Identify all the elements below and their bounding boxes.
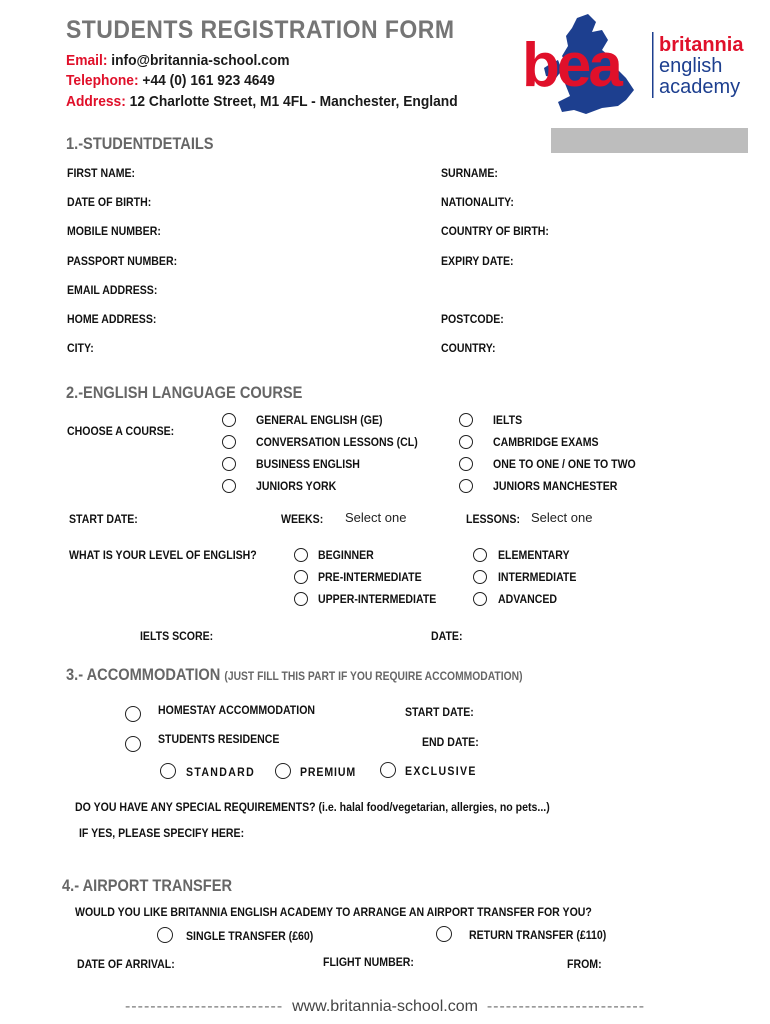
flight-number-field[interactable]: FLIGHT NUMBER: [323,955,414,969]
passport-field[interactable]: PASSPORT NUMBER: [67,254,178,268]
return-transfer-radio[interactable] [436,926,452,942]
residence-radio[interactable] [125,736,141,752]
residence-label: STUDENTS RESIDENCE [158,732,280,746]
level-radio-elementary[interactable] [473,548,487,562]
level-question-label: WHAT IS YOUR LEVEL OF ENGLISH? [69,548,257,562]
email-label: Email: [66,52,108,69]
office-use-box [551,128,748,153]
first-name-field[interactable]: FIRST NAME: [67,166,136,180]
exclusive-radio[interactable] [380,762,396,778]
transfer-question: WOULD YOU LIKE BRITANNIA ENGLISH ACADEMY TO ARRANGE AN AIRPORT TRANSFER FOR YOU? [75,905,592,919]
exclusive-label: EXCLUSIVE [405,764,477,778]
course-option-general-english: GENERAL ENGLISH (GE) [256,413,383,427]
logo-line2: english [659,55,723,77]
course-option-one-to-one: ONE TO ONE / ONE TO TWO [493,457,636,471]
contact-email [66,52,290,69]
course-option-juniors-york: JUNIORS YORK [256,479,337,493]
homestay-radio[interactable] [125,706,141,722]
from-field[interactable]: FROM: [567,957,602,971]
ielts-date-field[interactable]: DATE: [431,629,463,643]
expiry-date-field[interactable]: EXPIRY DATE: [441,254,514,268]
level-option-beginner: BEGINNER [318,548,374,562]
nationality-field[interactable]: NATIONALITY: [441,195,514,209]
course-radio-juniors-york[interactable] [222,479,236,493]
arrival-date-field[interactable]: DATE OF ARRIVAL: [77,957,175,971]
level-option-elementary: ELEMENTARY [498,548,570,562]
mobile-field[interactable]: MOBILE NUMBER: [67,224,161,238]
logo-line1: britannia [659,34,744,56]
level-radio-advanced[interactable] [473,592,487,606]
level-option-advanced: ADVANCED [498,592,558,606]
section-course-heading: 2.-ENGLISH LANGUAGE COURSE [66,383,303,402]
address-value: 12 Charlotte Street, M1 4FL - Manchester, England [129,93,458,110]
level-radio-pre-intermediate[interactable] [294,570,308,584]
single-transfer-label: SINGLE TRANSFER (£60) [186,929,314,943]
level-radio-upper-intermediate[interactable] [294,592,308,606]
special-requirements-field[interactable]: IF YES, PLEASE SPECIFY HERE: [79,826,245,840]
course-radio-juniors-manchester[interactable] [459,479,473,493]
course-radio-conversation[interactable] [222,435,236,449]
contact-address [66,93,458,110]
course-option-cambridge: CAMBRIDGE EXAMS [493,435,599,449]
logo-divider [652,32,654,98]
level-radio-beginner[interactable] [294,548,308,562]
single-transfer-radio[interactable] [157,927,173,943]
lessons-label: LESSONS: [466,512,520,526]
special-requirements-question: DO YOU HAVE ANY SPECIAL REQUIREMENTS? (i.e. halal food/vegetarian, allergies, no pets...) [75,800,550,814]
premium-radio[interactable] [275,763,291,779]
footer-dashes-left: ------------------------- [124,998,284,1015]
course-radio-ielts[interactable] [459,413,473,427]
course-radio-cambridge[interactable] [459,435,473,449]
weeks-select[interactable]: Select one [345,510,407,525]
premium-label: PREMIUM [300,765,357,779]
britannia-logo [522,14,762,116]
choose-course-label: CHOOSE A COURSE: [67,424,175,438]
course-radio-business-english[interactable] [222,457,236,471]
level-radio-intermediate[interactable] [473,570,487,584]
lessons-select[interactable]: Select one [531,510,593,525]
course-start-date-field[interactable]: START DATE: [69,512,138,526]
course-radio-general-english[interactable] [222,413,236,427]
homestay-label: HOMESTAY ACCOMMODATION [158,703,316,717]
ielts-score-field[interactable]: IELTS SCORE: [140,629,214,643]
postcode-field[interactable]: POSTCODE: [441,312,504,326]
city-field[interactable]: CITY: [67,341,94,355]
surname-field[interactable]: SURNAME: [441,166,498,180]
standard-label: STANDARD [186,765,256,779]
level-option-upper-intermediate: UPPER-INTERMEDIATE [318,592,437,606]
phone-label: Telephone: [66,72,139,89]
home-address-field[interactable]: HOME ADDRESS: [67,312,157,326]
level-option-intermediate: INTERMEDIATE [498,570,577,584]
country-of-birth-field[interactable]: COUNTRY OF BIRTH: [441,224,549,238]
level-option-pre-intermediate: PRE-INTERMEDIATE [318,570,422,584]
accommodation-start-date-field[interactable]: START DATE: [405,705,474,719]
section-student-heading: 1.-STUDENTDETAILS [66,134,214,153]
course-option-business-english: BUSINESS ENGLISH [256,457,360,471]
section-transfer-heading: 4.- AIRPORT TRANSFER [62,876,233,895]
return-transfer-label: RETURN TRANSFER (£110) [469,928,607,942]
accommodation-heading-text: 3.- ACCOMMODATION [66,665,221,684]
course-option-conversation: CONVERSATION LESSONS (CL) [256,435,418,449]
course-option-juniors-manchester: JUNIORS MANCHESTER [493,479,618,493]
course-radio-one-to-one[interactable] [459,457,473,471]
standard-radio[interactable] [160,763,176,779]
email-address-field[interactable]: EMAIL ADDRESS: [67,283,158,297]
footer-dashes-right: ------------------------- [486,998,646,1015]
dob-field[interactable]: DATE OF BIRTH: [67,195,152,209]
logo-letters: bea [522,31,620,100]
accommodation-note: (JUST FILL THIS PART IF YOU REQUIRE ACCOMMODATION) [224,669,523,683]
logo-line3: academy [659,76,741,98]
contact-phone [66,72,275,89]
address-label: Address: [66,93,126,110]
course-option-ielts: IELTS [493,413,523,427]
email-value[interactable]: info@britannia-school.com [111,52,290,69]
section-accommodation-heading [66,665,523,685]
accommodation-end-date-field[interactable]: END DATE: [422,735,479,749]
weeks-label: WEEKS: [281,512,324,526]
form-title: STUDENTS REGISTRATION FORM [66,16,455,44]
phone-value: +44 (0) 161 923 4649 [142,72,275,89]
footer [0,998,770,1016]
footer-url[interactable]: www.britannia-school.com [292,998,478,1015]
country-field[interactable]: COUNTRY: [441,341,496,355]
